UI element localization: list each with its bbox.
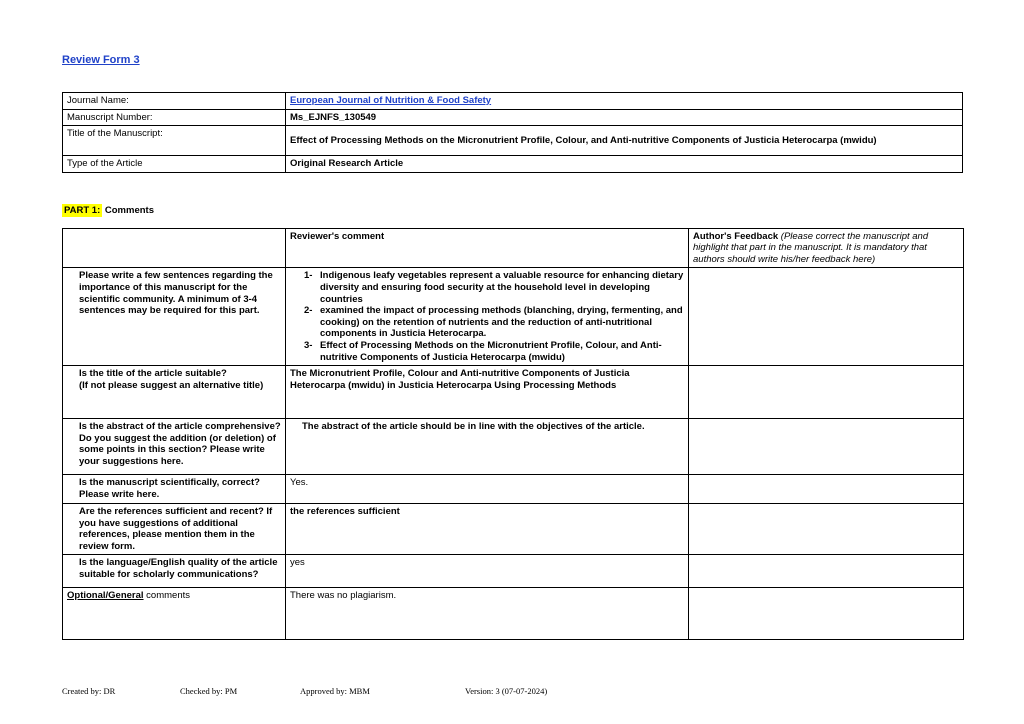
footer-created-by: Created by: DR <box>62 686 116 696</box>
reviewer-comment-list <box>304 270 684 363</box>
manuscript-title-row <box>63 126 963 156</box>
language-author-feedback <box>689 555 964 588</box>
optional-author-feedback <box>689 588 964 640</box>
list-item-text: Indigenous leafy vegetables represent a valuable resource for enhancing dietary diversity and ensuring food security at the household level in developing countries <box>320 270 684 305</box>
manuscript-number-label: Manuscript Number: <box>63 109 286 126</box>
page-content <box>62 0 963 640</box>
manuscript-info-table <box>62 92 963 173</box>
title-suitable-question <box>63 366 286 419</box>
manuscript-title-value: Effect of Processing Methods on the Micronutrient Profile, Colour, and Anti-nutritive Components of Justicia Heterocarpa (mwidu) <box>286 126 963 156</box>
language-question: Is the language/English quality of the article suitable for scholarly communications? <box>63 555 286 588</box>
footer-version: Version: 3 (07-07-2024) <box>465 686 548 696</box>
optional-comments-label-underlined: Optional/General <box>67 590 144 602</box>
title-suitable-reviewer-comment: The Micronutrient Profile, Colour and Anti-nutritive Components of Justicia Heterocarpa (mwidu) in Justicia Heterocarpa Using Processing Methods <box>286 366 689 419</box>
journal-name-link[interactable]: European Journal of Nutrition & Food Safety <box>290 95 492 106</box>
abstract-row <box>63 419 964 475</box>
manuscript-number-value: Ms_EJNFS_130549 <box>286 109 963 126</box>
page-title: Review Form 3 <box>62 54 140 66</box>
scientific-reviewer-comment: Yes. <box>286 475 689 504</box>
scientific-author-feedback <box>689 475 964 504</box>
list-item-number: 1- <box>304 270 313 282</box>
references-row <box>63 504 964 555</box>
journal-name-row <box>63 93 963 110</box>
list-item <box>304 305 684 340</box>
manuscript-title-label: Title of the Manuscript: <box>63 126 286 156</box>
footer-checked-by: Checked by: PM <box>180 686 238 696</box>
question-header-cell <box>63 228 286 268</box>
abstract-reviewer-comment: The abstract of the article should be in line with the objectives of the article. <box>286 419 689 475</box>
abstract-author-feedback <box>689 419 964 475</box>
author-feedback-header-note: (Please correct the manuscript and highlight that part in the manuscript. It is mandatory that authors should write his/her feedback here) <box>693 230 929 265</box>
part1-heading <box>62 205 963 216</box>
comments-table <box>62 228 964 641</box>
question-line: (If not please suggest an alternative title) <box>79 379 264 391</box>
journal-name-cell <box>286 93 963 110</box>
optional-comments-label-rest: comments <box>143 590 191 602</box>
reviewer-comment-header: Reviewer's comment <box>286 228 689 268</box>
list-item-number: 3- <box>304 339 313 351</box>
footer-approved-by: Approved by: MBM <box>300 686 370 696</box>
optional-comments-label <box>63 588 286 640</box>
title-suitable-row <box>63 366 964 419</box>
list-item <box>304 340 684 363</box>
importance-row <box>63 268 964 366</box>
scientific-row <box>63 475 964 504</box>
list-item-text: Effect of Processing Methods on the Micronutrient Profile, Colour, and Anti-nutritive Components of Justicia Heterocarpa (mwidu) <box>320 339 662 363</box>
manuscript-number-row <box>63 109 963 126</box>
article-type-value: Original Research Article <box>286 156 963 173</box>
importance-author-feedback <box>689 268 964 366</box>
optional-reviewer-comment: There was no plagiarism. <box>286 588 689 640</box>
comments-header-row <box>63 228 964 268</box>
importance-reviewer-comment <box>286 268 689 366</box>
references-author-feedback <box>689 504 964 555</box>
question-line: Is the title of the article suitable? <box>79 368 227 380</box>
references-question: Are the references sufficient and recent? If you have suggestions of additional references, please mention them in the review form. <box>63 504 286 555</box>
references-reviewer-comment: the references sufficient <box>286 504 689 555</box>
language-row <box>63 555 964 588</box>
part1-badge: PART 1: <box>64 204 101 216</box>
title-suitable-author-feedback <box>689 366 964 419</box>
article-type-label: Type of the Article <box>63 156 286 173</box>
article-type-row <box>63 156 963 173</box>
optional-comments-row <box>63 588 964 640</box>
author-feedback-header <box>689 228 964 268</box>
language-reviewer-comment: yes <box>286 555 689 588</box>
list-item-text: examined the impact of processing methods (blanching, drying, fermenting, and cooking) on the retention of nutrients and the reduction of anti-nutritional components in Justicia Heterocarpa. <box>320 305 683 340</box>
part1-title: Comments <box>102 204 154 216</box>
abstract-question: Is the abstract of the article comprehensive? Do you suggest the addition (or deletion) of some points in this section? Please write your suggestions here. <box>63 419 286 475</box>
importance-question: Please write a few sentences regarding the importance of this manuscript for the scientific community. A minimum of 3-4 sentences may be required for this part. <box>63 268 286 366</box>
list-item-number: 2- <box>304 305 313 317</box>
journal-name-label: Journal Name: <box>63 93 286 110</box>
list-item <box>304 270 684 305</box>
scientific-question: Is the manuscript scientifically, correct? Please write here. <box>63 475 286 504</box>
author-feedback-header-bold: Author's Feedback <box>693 230 781 242</box>
